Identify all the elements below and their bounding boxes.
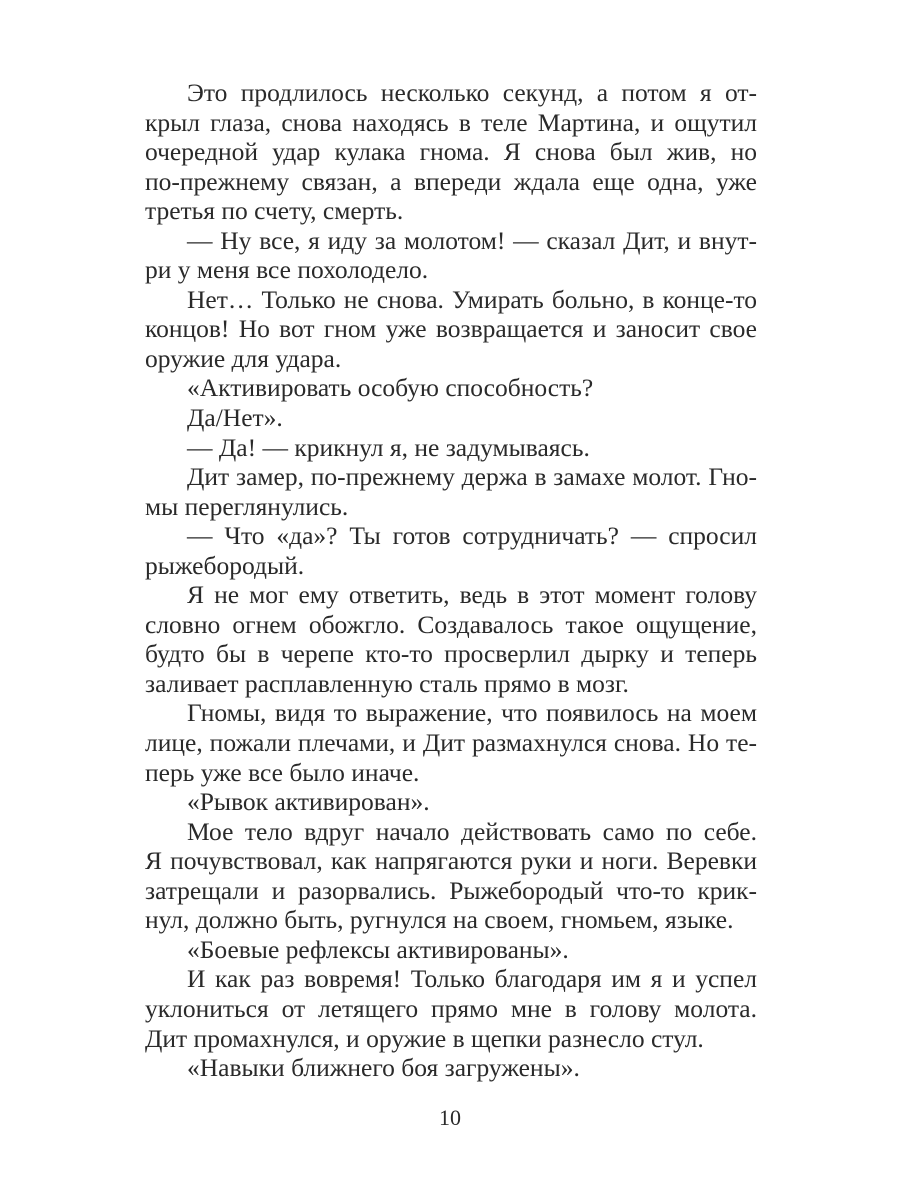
- text-line: Дит замер, по-прежнему держа в замахе молот. Гно-: [187, 462, 757, 492]
- text-line: затрещали и разорвались. Рыжебородый что-то крик-: [145, 875, 757, 905]
- text-line: оружие для удара.: [145, 343, 342, 373]
- text-line: Да/Нет».: [187, 403, 283, 433]
- text-line: «Навыки ближнего боя загружены».: [187, 1053, 580, 1083]
- text-line: будто бы в черепе кто-то просверлил дырку и теперь: [145, 639, 757, 669]
- text-line: И как раз вовремя! Только благодаря им я и успел: [187, 964, 757, 994]
- text-line: концов! Но вот гном уже возвращается и заносит свое: [145, 314, 757, 344]
- text-line: — Что «да»? Ты готов сотрудничать? — спросил: [187, 521, 757, 551]
- text-line: Гномы, видя то выражение, что появилось на моем: [187, 698, 757, 728]
- text-line: перь уже все было иначе.: [145, 757, 420, 787]
- text-line: — Ну все, я иду за молотом! — сказал Дит, и внут-: [187, 225, 757, 255]
- text-line: по-прежнему связан, а впереди ждала еще одна, уже: [145, 166, 757, 196]
- text-line: уклониться от летящего прямо мне в голову молота.: [145, 993, 757, 1023]
- text-line: лице, пожали плечами, и Дит размахнулся снова. Но те-: [145, 728, 757, 758]
- text-line: мы переглянулись.: [145, 491, 349, 521]
- text-line: «Боевые рефлексы активированы».: [187, 934, 569, 964]
- page-number: 10: [439, 1105, 461, 1130]
- text-line: «Рывок активирован».: [187, 787, 430, 817]
- text-line: — Да! — крикнул я, не задумываясь.: [187, 432, 590, 462]
- text-line: ри у меня все похолодело.: [145, 255, 429, 285]
- text-line: рыжебородый.: [145, 550, 305, 580]
- text-line: «Активировать особую способность?: [187, 373, 594, 403]
- text-line: заливает расплавленную сталь прямо в мозг.: [145, 668, 629, 698]
- text-line: Я не мог ему ответить, ведь в этот момент голову: [187, 580, 757, 610]
- text-line: Мое тело вдруг начало действовать само по себе.: [187, 816, 757, 846]
- text-line: Дит промахнулся, и оружие в щепки разнесло стул.: [145, 1023, 704, 1053]
- text-line: очередной удар кулака гнома. Я снова был жив, но: [145, 137, 757, 167]
- text-line: крыл глаза, снова находясь в теле Мартина, и ощутил: [145, 107, 757, 137]
- text-line: третья по счету, смерть.: [145, 196, 404, 226]
- text-line: Я почувствовал, как напрягаются руки и ноги. Веревки: [145, 846, 757, 876]
- body-text: [145, 78, 757, 1083]
- text-line: словно огнем обожгло. Создавалось такое ощущение,: [145, 609, 757, 639]
- text-line: нул, должно быть, ругнулся на своем, гномьем, языке.: [145, 905, 734, 935]
- text-line: Это продлилось несколько секунд, а потом я от-: [187, 78, 757, 107]
- text-line: Нет… Только не снова. Умирать больно, в конце-то: [187, 284, 757, 314]
